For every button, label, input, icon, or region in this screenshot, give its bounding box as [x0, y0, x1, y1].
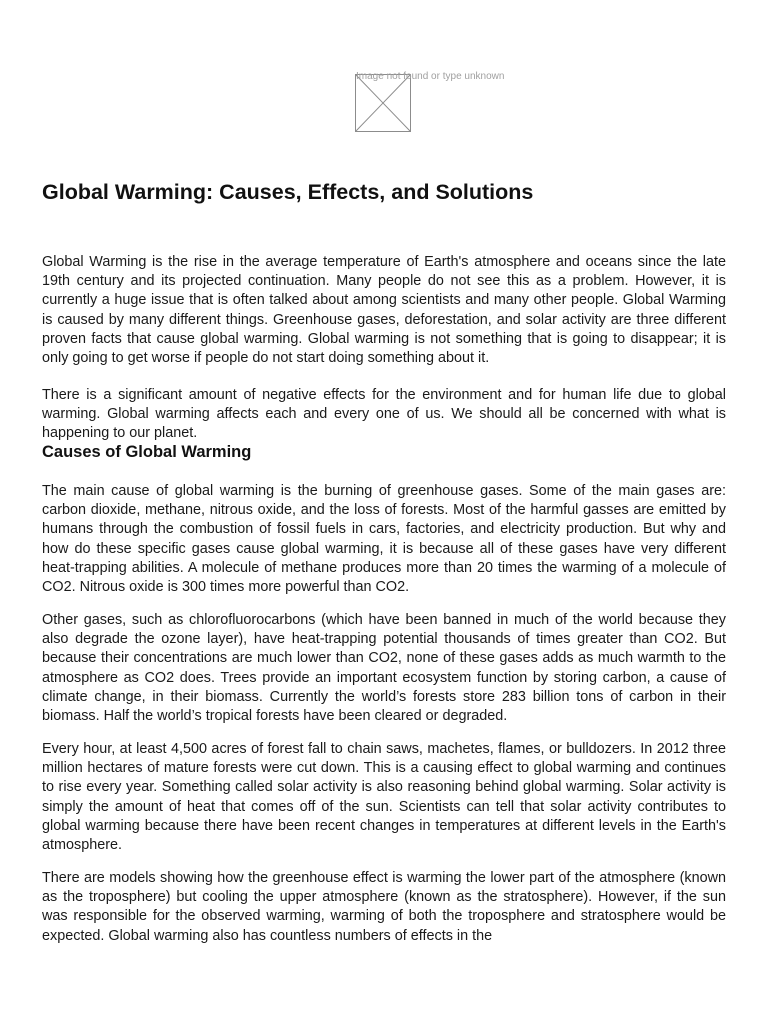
causes-paragraph-1: The main cause of global warming is the burning of greenhouse gases. Some of the main gases are: carbon dioxide, methane, nitrous oxide, and the loss of forests. Most of the harmful gasses are emitted by humans through the combustion of fossil fuels in cars, factories, and electricity production. But why and how do these specific gases cause global warming, it is because all of these gases have very different heat-trapping abilities. A molecule of methane produces more than 20 times the warming of a molecule of CO2. Nitrous oxide is 300 times more powerful than CO2.: [42, 483, 726, 596]
section-heading-causes: Causes of Global Warming: [42, 443, 252, 461]
intro-paragraph-2: There is a significant amount of negative effects for the environment and for human life due to global warming. Global warming affects each and every one of us. We should all be concerned with what is happening to our planet.: [42, 387, 726, 442]
broken-image-placeholder: [355, 71, 555, 135]
causes-paragraph-4: There are models showing how the greenhouse effect is warming the lower part of the atmosphere (known as the troposphere) but cooling the upper atmosphere (known as the stratosphere). However, if the sun was responsible for the observed warming, warming of both the troposphere and stratosphere would be expected. Global warming also has countless numbers of effects in the: [42, 870, 726, 944]
image-alt-text: Image not found or type unknown: [356, 71, 505, 82]
document-title: Global Warming: Causes, Effects, and Solutions: [42, 180, 534, 204]
causes-paragraph-2: Other gases, such as chlorofluorocarbons (which have been banned in much of the world because they also degrade the ozone layer), have heat-trapping potential thousands of times greater than CO2. But because their concentrations are much lower than CO2, none of these gases adds as much warmth to the atmosphere as CO2 does. Trees provide an important ecosystem function by storing carbon, a cause of climate change, in their biomass. Currently the world’s forests store 283 billion tons of carbon in their biomass. Half the world’s tropical forests have been cleared or degraded.: [42, 612, 726, 725]
causes-paragraph-3: Every hour, at least 4,500 acres of forest fall to chain saws, machetes, flames, or bulldozers. In 2012 three million hectares of mature forests were cut down. This is a causing effect to global warming and continues to rise every year. Something called solar activity is also reasoning behind global warming. Solar activity is simply the amount of heat that comes off of the sun. Scientists can tell that solar activity contributes to global warming because there have been recent changes in temperatures at different levels in the Earth's atmosphere.: [42, 741, 726, 854]
intro-paragraph-1: Global Warming is the rise in the average temperature of Earth's atmosphere and oceans since the late 19th century and its projected continuation. Many people do not see this as a problem. However, it is currently a huge issue that is often talked about among scientists and many other people. Global Warming is caused by many different things. Greenhouse gases, deforestation, and solar activity are three different proven facts that cause global warming. Global warming is not something that is going to disappear; it is only going to get worse if people do not start doing something about it.: [42, 254, 726, 367]
broken-image-icon: [355, 74, 411, 132]
